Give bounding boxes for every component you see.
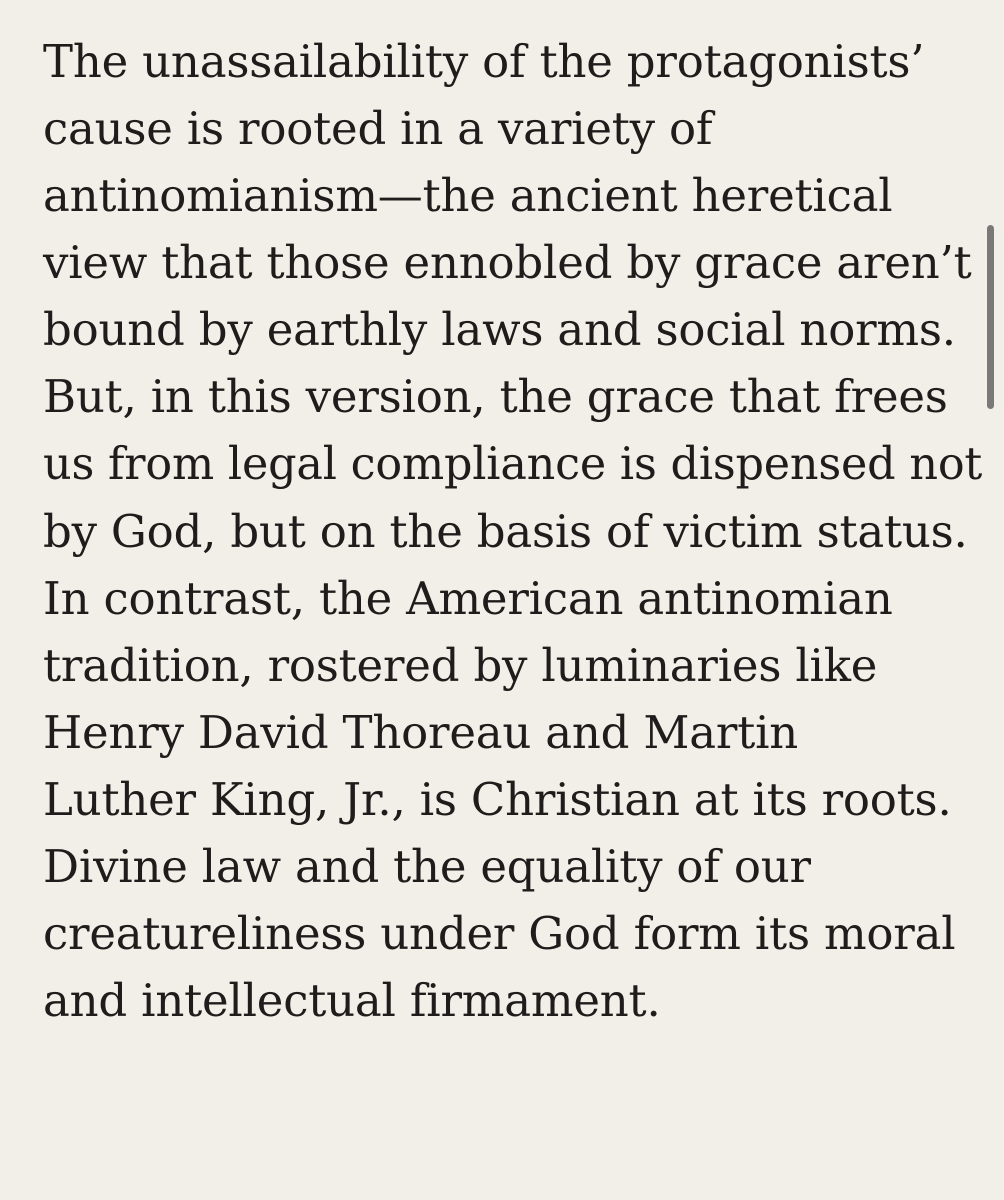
article-paragraph (43, 28, 983, 1034)
paragraph-line: view that those ennobled by grace aren’t (43, 236, 972, 290)
paragraph-line: cause is rooted in a variety of (43, 102, 713, 156)
paragraph-line: The unassailability of the protagonists’ (43, 35, 925, 88)
paragraph-line: bound by earthly laws and social norms. (43, 303, 956, 357)
paragraph-line: But, in this version, the grace that frees (43, 370, 948, 424)
paragraph-line: antinomianism—the ancient heretical (43, 169, 893, 223)
paragraph-line: us from legal compliance is dispensed not (43, 438, 983, 490)
paragraph-line: and intellectual firmament. (43, 974, 661, 1028)
paragraph-line: Henry David Thoreau and Martin (43, 705, 799, 759)
paragraph-line: In contrast, the American antinomian (43, 571, 893, 625)
paragraph-line: Divine law and the equality of our (43, 840, 811, 894)
paragraph-line: by God, but on the basis of victim status. (43, 504, 968, 558)
vertical-scrollbar[interactable] (987, 225, 994, 409)
paragraph-line: Luther King, Jr., is Christian at its roots. (43, 773, 952, 827)
paragraph-line: tradition, rostered by luminaries like (43, 638, 878, 692)
paragraph-line: creatureliness under God form its moral (43, 907, 956, 961)
